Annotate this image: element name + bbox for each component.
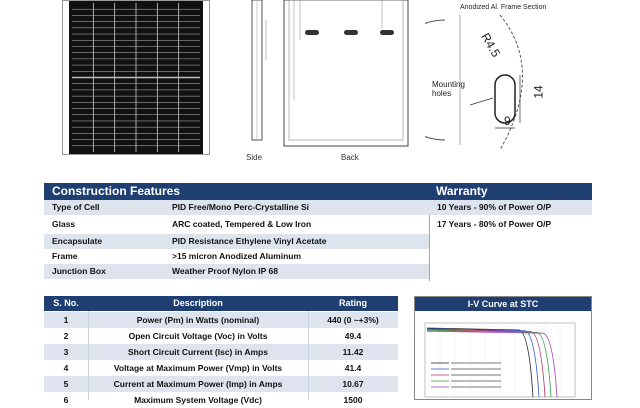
table-row bbox=[44, 392, 398, 408]
legend-text-placeholder bbox=[451, 386, 501, 388]
iv-curve-box bbox=[414, 296, 592, 400]
table-row bbox=[44, 376, 398, 392]
sno-cell: 5 bbox=[63, 379, 69, 389]
warranty-title: Warranty bbox=[436, 184, 488, 198]
electrical-header bbox=[44, 296, 398, 311]
sno-cell: 6 bbox=[63, 395, 69, 405]
table-row bbox=[44, 249, 429, 264]
mounting-holes-label: Mounting holes bbox=[432, 80, 465, 98]
row-value: PID Resistance Ethylene Vinyl Acetate bbox=[172, 236, 327, 246]
table-row bbox=[44, 234, 429, 249]
row-label: Type of Cell bbox=[52, 202, 100, 212]
table-row bbox=[44, 217, 592, 232]
row-label: Junction Box bbox=[52, 266, 106, 276]
description-cell: Voltage at Maximum Power (Vmp) in Volts bbox=[113, 363, 283, 373]
description-cell: Open Circuit Voltage (Voc) in Volts bbox=[128, 331, 268, 341]
radius-label: R4.5 bbox=[478, 30, 504, 60]
sno-cell: 3 bbox=[63, 347, 69, 357]
table-row bbox=[44, 360, 398, 376]
construction-title: Construction Features bbox=[52, 184, 181, 198]
description-cell: Maximum System Voltage (Vdc) bbox=[134, 395, 262, 405]
warranty-line: 17 Years - 80% of Power O/P bbox=[437, 219, 552, 229]
row-value: ARC coated, Tempered & Low Iron bbox=[172, 219, 312, 229]
table-row bbox=[44, 328, 398, 344]
row-label: Encapsulate bbox=[52, 236, 103, 246]
frame-section-caption: Anodized Al. Frame Section bbox=[460, 4, 547, 11]
legend-text-placeholder bbox=[451, 362, 501, 364]
back-view-label: Back bbox=[341, 153, 359, 162]
warranty-line: 10 Years - 90% of Power O/P bbox=[437, 202, 552, 212]
table-row bbox=[44, 264, 429, 279]
row-value: PID Free/Mono Perc-Crystalline Si bbox=[172, 202, 309, 212]
electrical-specs-table bbox=[44, 296, 398, 405]
back-view-drawing bbox=[282, 0, 412, 148]
legend-text-placeholder bbox=[451, 374, 501, 376]
dimension-width: 9 bbox=[504, 114, 511, 128]
dimension-height: 14 bbox=[531, 85, 546, 99]
rating-cell: 1500 bbox=[343, 395, 363, 405]
row-value: Weather Proof Nylon IP 68 bbox=[172, 266, 278, 276]
legend-text-placeholder bbox=[451, 380, 501, 382]
table-row bbox=[44, 312, 398, 328]
rating-cell: 440 (0 ~+3%) bbox=[327, 315, 379, 325]
side-view-label: Side bbox=[246, 153, 263, 162]
iv-curve-plot bbox=[415, 311, 591, 399]
side-view-drawing bbox=[248, 0, 270, 145]
table-row bbox=[44, 200, 592, 215]
legend-text-placeholder bbox=[451, 368, 501, 370]
description-cell: Power (Pm) in Watts (nominal) bbox=[136, 315, 260, 325]
rating-cell: 41.4 bbox=[344, 363, 362, 373]
sno-cell: 4 bbox=[63, 363, 69, 373]
rating-header: Rating bbox=[339, 298, 367, 308]
construction-header bbox=[44, 183, 592, 200]
solar-cell-grid bbox=[63, 1, 209, 154]
description-header: Description bbox=[173, 298, 223, 308]
sno-header: S. No. bbox=[53, 298, 79, 308]
rating-cell: 10.67 bbox=[342, 379, 364, 389]
rating-cell: 49.4 bbox=[344, 331, 362, 341]
table-row bbox=[44, 344, 398, 360]
construction-features-table bbox=[44, 183, 592, 281]
sno-cell: 1 bbox=[63, 315, 69, 325]
row-label: Frame bbox=[52, 251, 78, 261]
description-cell: Short Circuit Current (Isc) in Amps bbox=[128, 347, 268, 357]
sno-cell: 2 bbox=[63, 331, 69, 341]
iv-curve-title: I-V Curve at STC bbox=[415, 297, 591, 311]
row-value: >15 micron Anodized Aluminum bbox=[172, 251, 302, 261]
rating-cell: 11.42 bbox=[342, 347, 364, 357]
description-cell: Current at Maximum Power (Imp) in Amps bbox=[113, 379, 283, 389]
solar-panel-front-image bbox=[62, 0, 210, 155]
row-label: Glass bbox=[52, 219, 76, 229]
